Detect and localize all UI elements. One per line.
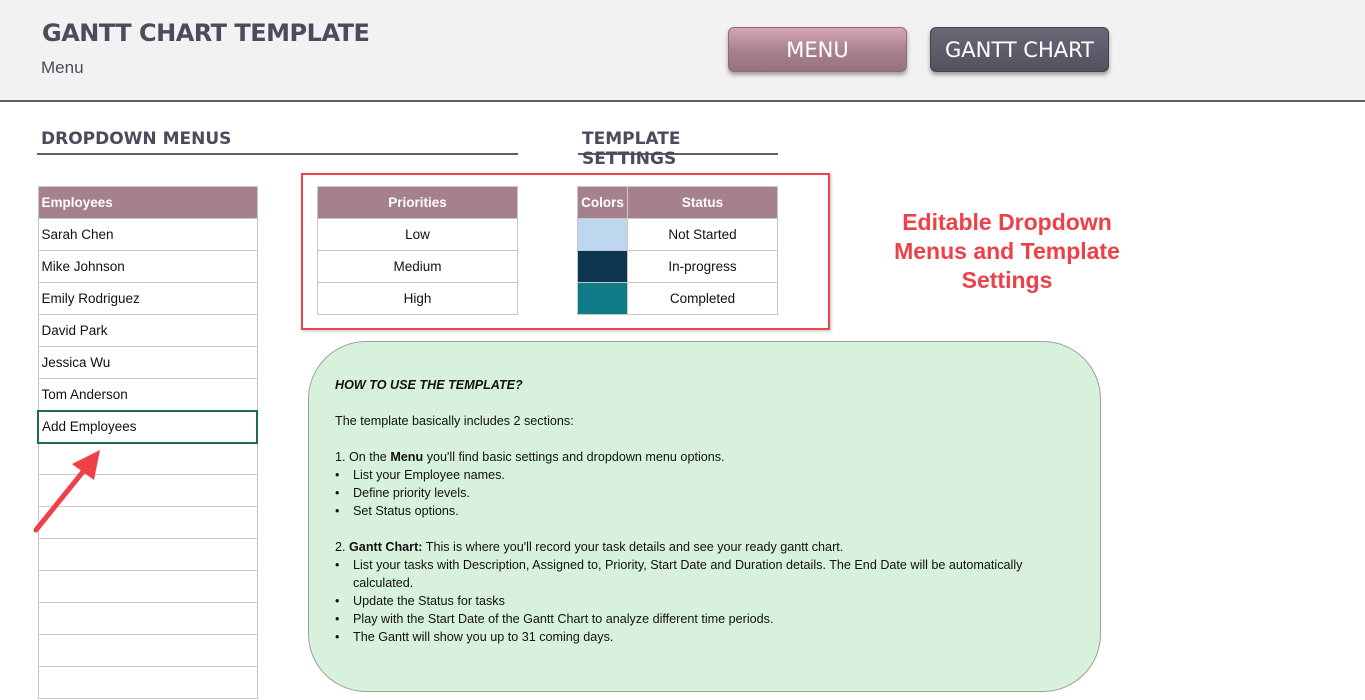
dropdown-menus-heading: DROPDOWN MENUS — [37, 129, 518, 155]
howto-section-1-list — [335, 466, 1080, 520]
employee-cell[interactable] — [38, 667, 257, 699]
priorities-header: Priorities — [318, 187, 518, 219]
status-header: Status — [628, 187, 778, 219]
status-color-swatch[interactable] — [578, 251, 628, 283]
howto-list-item: • Set Status options. — [335, 502, 1080, 520]
page-subtitle: Menu — [41, 58, 84, 77]
employees-header: Employees — [38, 187, 257, 219]
status-color-swatch[interactable] — [578, 283, 628, 315]
howto-list-item: • List your Employee names. — [335, 466, 1080, 484]
employee-cell[interactable]: Jessica Wu — [38, 347, 257, 379]
priority-cell[interactable]: Medium — [318, 251, 518, 283]
howto-section-1: 1. On the Menu you'll find basic settings and dropdown menu options. — [335, 450, 725, 464]
colors-header: Colors — [578, 187, 628, 219]
howto-section-2: 2. Gantt Chart: This is where you'll record your task details and see your ready gantt chart. — [335, 540, 844, 554]
employee-cell[interactable]: Tom Anderson — [38, 379, 257, 411]
gantt-chart-button[interactable]: GANTT CHART — [930, 27, 1109, 72]
howto-list-item: • Update the Status for tasks — [335, 592, 1080, 610]
priority-cell[interactable]: High — [318, 283, 518, 315]
template-settings-heading: TEMPLATE SETTINGS — [578, 129, 778, 155]
status-label-cell[interactable]: Not Started — [628, 219, 778, 251]
priority-cell[interactable]: Low — [318, 219, 518, 251]
arrow-annotation — [28, 446, 108, 536]
howto-list-item: • Play with the Start Date of the Gantt Chart to analyze different time periods. — [335, 610, 1080, 628]
header-bar — [0, 0, 1365, 102]
status-label-cell[interactable]: In-progress — [628, 251, 778, 283]
menu-button[interactable]: MENU — [728, 27, 907, 72]
howto-section-2-list — [335, 556, 1080, 646]
employee-cell[interactable]: Mike Johnson — [38, 251, 257, 283]
howto-list-item: • Define priority levels. — [335, 484, 1080, 502]
status-label-cell[interactable]: Completed — [628, 283, 778, 315]
app-title: GANTT CHART TEMPLATE — [42, 19, 370, 47]
how-to-panel — [308, 341, 1101, 692]
employee-cell[interactable]: David Park — [38, 315, 257, 347]
employee-cell[interactable] — [38, 635, 257, 667]
status-color-swatch[interactable] — [578, 219, 628, 251]
employees-table — [37, 186, 258, 699]
employee-cell[interactable] — [38, 571, 257, 603]
employee-cell[interactable]: Emily Rodriguez — [38, 283, 257, 315]
howto-title: HOW TO USE THE TEMPLATE? — [335, 378, 523, 392]
employee-cell[interactable] — [38, 603, 257, 635]
status-table — [577, 186, 778, 315]
employee-cell[interactable] — [38, 539, 257, 571]
employee-cell[interactable]: Add Employees — [38, 411, 257, 443]
howto-list-item: • List your tasks with Description, Assigned to, Priority, Start Date and Duration details. The End Date will be automatically calculated. — [335, 556, 1080, 592]
priorities-table — [317, 186, 518, 315]
howto-list-item: • The Gantt will show you up to 31 coming days. — [335, 628, 1080, 646]
howto-intro: The template basically includes 2 sections: — [335, 414, 574, 428]
employee-cell[interactable]: Sarah Chen — [38, 219, 257, 251]
callout-text: Editable Dropdown Menus and Template Settings — [894, 209, 1120, 293]
